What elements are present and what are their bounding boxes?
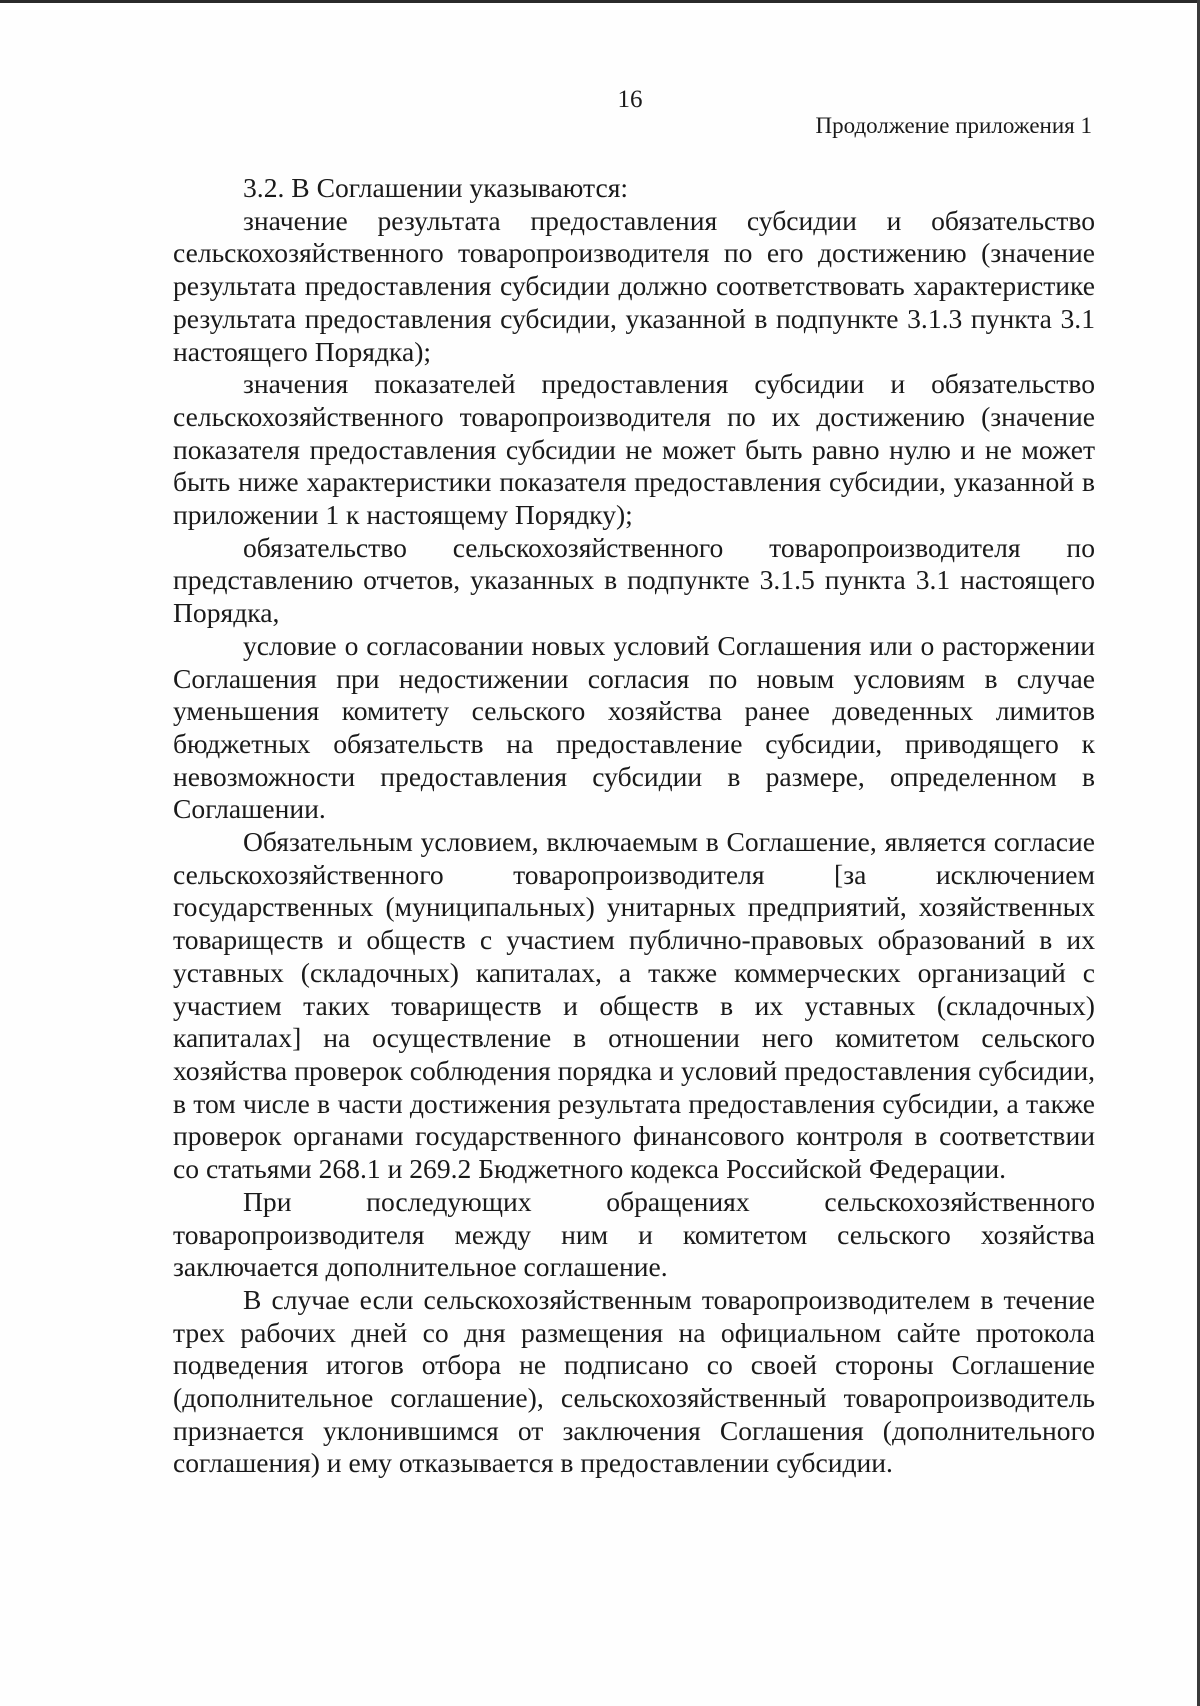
appendix-note: Продолжение приложения 1: [815, 113, 1092, 138]
paragraph-report-obligation: обязательство сельскохозяйственного товаропроизводителя по представлению отчетов, указанных в подпункте 3.1.5 пункта 3.1 настоящего Порядка,: [173, 531, 1095, 629]
scan-edge-top: [0, 0, 1200, 3]
paragraph-result-value: значение результата предоставления субсидии и обязательство сельскохозяйственного товаропроизводителя по его достижению (значение результата предоставления субсидии должно соответствовать характеристике результата предоставления субсидии, указанной в подпункте 3.1.3 пункта 3.1 настоящего Порядка);: [173, 204, 1095, 367]
paragraph-new-conditions: условие о согласовании новых условий Соглашения или о расторжении Соглашения при недостижении согласия по новым условиям в случае уменьшения комитету сельского хозяйства ранее доведенных лимитов бюджетных обязательств на предоставление субсидии, приводящего к невозможности предоставления субсидии в размере, определенном в Соглашении.: [173, 629, 1095, 825]
paragraph-subsequent-requests: При последующих обращениях сельскохозяйственного товаропроизводителя между ним и комитетом сельского хозяйства заключается дополнительное соглашение.: [173, 1185, 1095, 1283]
paragraph-indicator-values: значения показателей предоставления субсидии и обязательство сельскохозяйственного товаропроизводителя по их достижению (значение показателя предоставления субсидии не может быть равно нулю и не может быть ниже характеристики показателя предоставления субсидии, указанной в приложении 1 к настоящему Порядку);: [173, 368, 1095, 531]
paragraph-mandatory-condition: Обязательным условием, включаемым в Соглашение, является согласие сельскохозяйственного товаропроизводителя [за исключением государственных (муниципальных) унитарных предприятий, хозяйственных товариществ и обществ с участием публично-правовых образований в их уставных (складочных) капиталах, а также коммерческих организаций с участием таких товариществ и обществ в их уставных (складочных) капиталах] на осуществление в отношении него комитетом сельского хозяйства проверок соблюдения порядка и условий предоставления субсидии, в том числе в части достижения результата предоставления субсидии, а также проверок органами государственного финансового контроля в соответствии со статьями 268.1 и 269.2 Бюджетного кодекса Российской Федерации.: [173, 826, 1095, 1185]
page-number: 16: [617, 86, 643, 113]
document-body: [173, 172, 1095, 1480]
paragraph-evasion: В случае если сельскохозяйственным товаропроизводителем в течение трех рабочих дней со дня размещения на официальном сайте протокола подведения итогов отбора не подписано со своей стороны Соглашение (дополнительное соглашение), сельскохозяйственный товаропроизводитель признается уклонившимся от заключения Соглашения (дополнительного соглашения) и ему отказывается в предоставлении субсидии.: [173, 1283, 1095, 1479]
paragraph-3-2-heading: 3.2. В Соглашении указываются:: [243, 172, 629, 203]
